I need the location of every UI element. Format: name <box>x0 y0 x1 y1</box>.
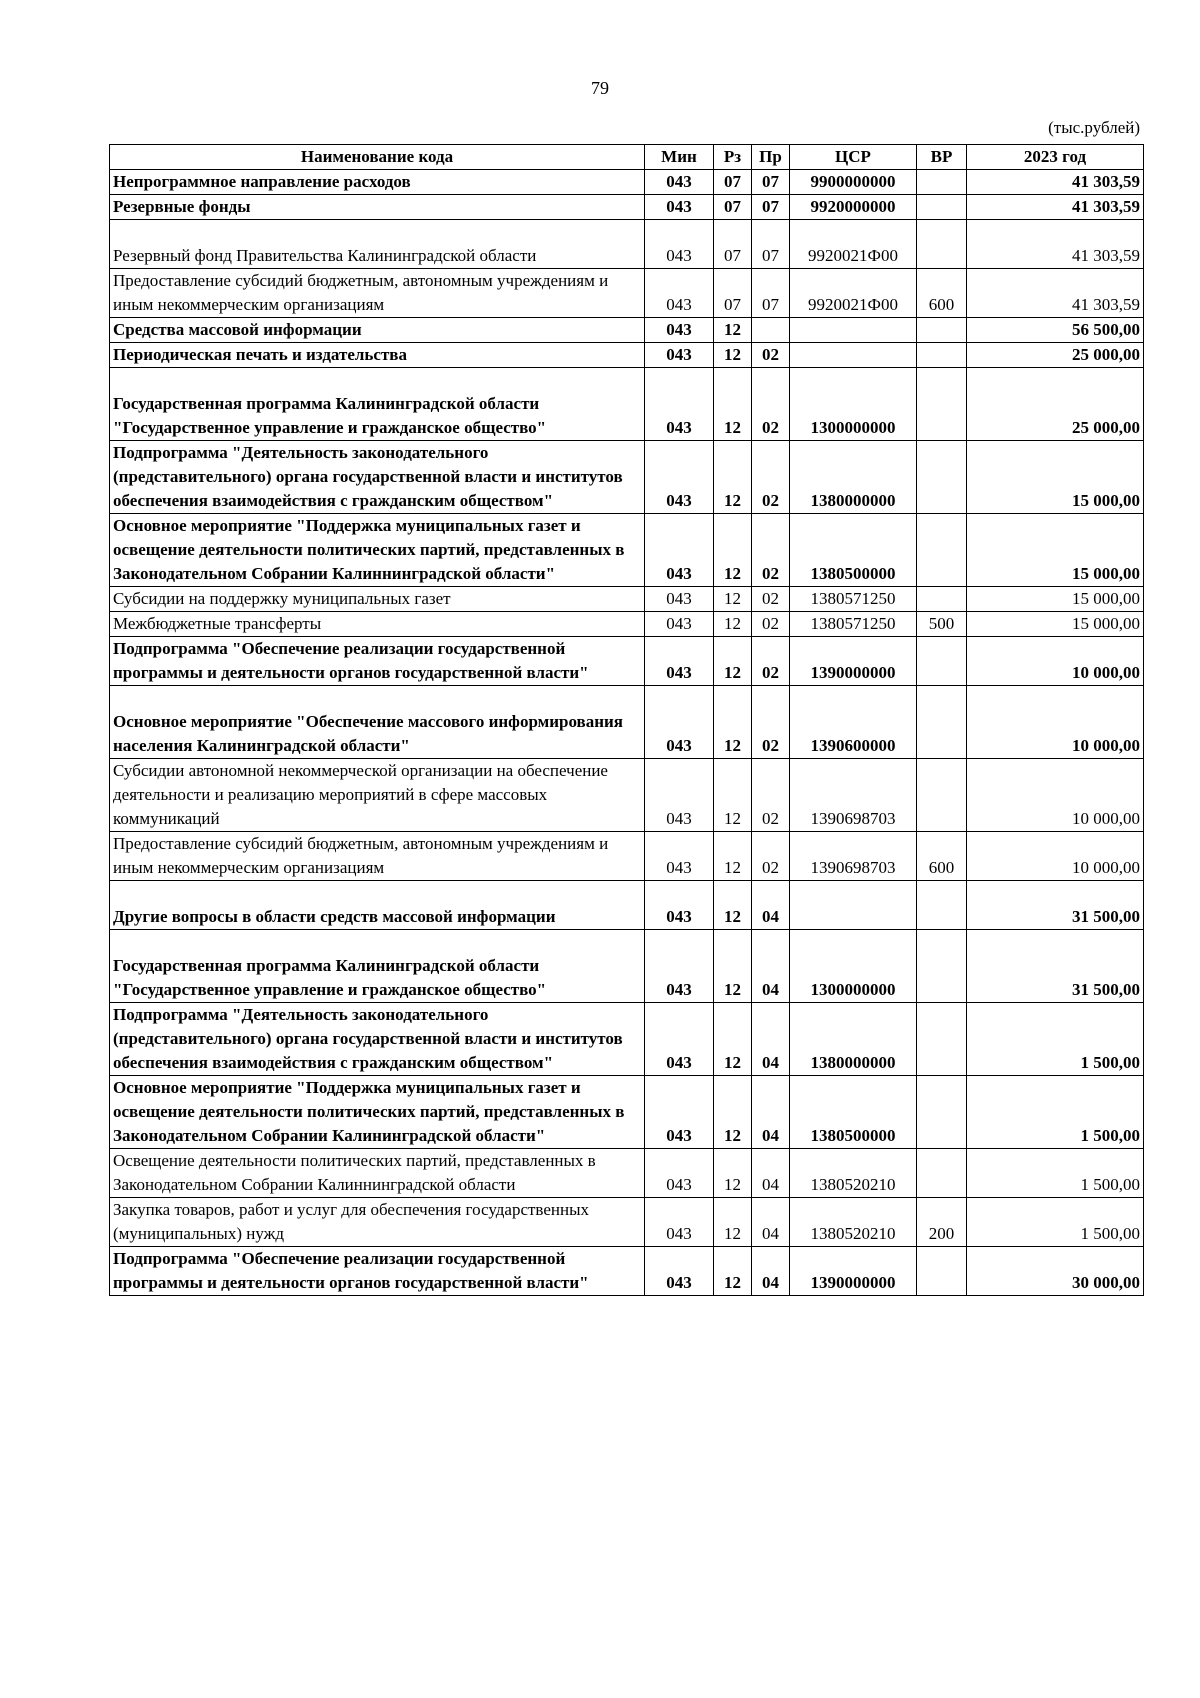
cell-csr: 1380500000 <box>790 514 917 587</box>
cell-rz: 12 <box>714 637 752 686</box>
cell-pr: 04 <box>752 1003 790 1076</box>
cell-pr <box>752 318 790 343</box>
table-row <box>110 832 1144 881</box>
cell-rz: 12 <box>714 1247 752 1296</box>
cell-amount: 31 500,00 <box>967 881 1144 930</box>
header-csr: ЦСР <box>790 145 917 170</box>
header-min: Мин <box>645 145 714 170</box>
cell-csr: 1380571250 <box>790 612 917 637</box>
cell-name: Подпрограмма "Деятельность законодательного (представительного) органа государственной власти и институтов обеспечения взаимодействия с гражданским обществом" <box>110 1003 645 1076</box>
cell-rz: 12 <box>714 514 752 587</box>
cell-csr: 1390698703 <box>790 832 917 881</box>
cell-amount: 25 000,00 <box>967 368 1144 441</box>
cell-min: 043 <box>645 612 714 637</box>
cell-pr: 04 <box>752 1076 790 1149</box>
cell-min: 043 <box>645 220 714 269</box>
table-row <box>110 612 1144 637</box>
cell-amount: 15 000,00 <box>967 514 1144 587</box>
cell-pr: 04 <box>752 1149 790 1198</box>
cell-min: 043 <box>645 1247 714 1296</box>
cell-csr: 1390000000 <box>790 637 917 686</box>
cell-pr: 07 <box>752 195 790 220</box>
cell-csr: 9920021Ф00 <box>790 220 917 269</box>
table-row <box>110 587 1144 612</box>
table-row <box>110 881 1144 930</box>
table-row <box>110 170 1144 195</box>
cell-csr: 9900000000 <box>790 170 917 195</box>
cell-min: 043 <box>645 930 714 1003</box>
cell-vr <box>917 637 967 686</box>
cell-rz: 07 <box>714 220 752 269</box>
table-row <box>110 318 1144 343</box>
cell-rz: 12 <box>714 1198 752 1247</box>
page-number: 79 <box>591 78 609 98</box>
cell-vr <box>917 368 967 441</box>
table-row <box>110 1003 1144 1076</box>
cell-amount: 25 000,00 <box>967 343 1144 368</box>
cell-pr: 02 <box>752 587 790 612</box>
cell-min: 043 <box>645 170 714 195</box>
cell-pr: 07 <box>752 220 790 269</box>
table-row <box>110 195 1144 220</box>
cell-amount: 10 000,00 <box>967 832 1144 881</box>
cell-name: Субсидии автономной некоммерческой организации на обеспечение деятельности и реализацию мероприятий в сфере массовых коммуникаций <box>110 759 645 832</box>
budget-table <box>109 144 1144 1296</box>
cell-min: 043 <box>645 1149 714 1198</box>
cell-csr <box>790 343 917 368</box>
cell-amount: 30 000,00 <box>967 1247 1144 1296</box>
table-row <box>110 269 1144 318</box>
cell-vr <box>917 220 967 269</box>
cell-pr: 02 <box>752 514 790 587</box>
cell-csr: 1390600000 <box>790 686 917 759</box>
cell-name: Освещение деятельности политических партий, представленных в Законодательном Собрании Калиннинградской области <box>110 1149 645 1198</box>
cell-name: Государственная программа Калининградской области "Государственное управление и гражданское общество" <box>110 368 645 441</box>
cell-rz: 12 <box>714 832 752 881</box>
cell-pr: 04 <box>752 1198 790 1247</box>
cell-pr: 07 <box>752 170 790 195</box>
header-pr: Пр <box>752 145 790 170</box>
cell-csr: 1380520210 <box>790 1198 917 1247</box>
cell-csr: 1380520210 <box>790 1149 917 1198</box>
cell-csr: 1380000000 <box>790 441 917 514</box>
cell-csr: 1300000000 <box>790 368 917 441</box>
cell-amount: 41 303,59 <box>967 195 1144 220</box>
cell-vr <box>917 1003 967 1076</box>
table-row <box>110 368 1144 441</box>
table-row <box>110 343 1144 368</box>
cell-rz: 12 <box>714 612 752 637</box>
cell-amount: 41 303,59 <box>967 269 1144 318</box>
cell-amount: 1 500,00 <box>967 1198 1144 1247</box>
cell-vr: 600 <box>917 832 967 881</box>
table-row <box>110 220 1144 269</box>
cell-name: Субсидии на поддержку муниципальных газет <box>110 587 645 612</box>
cell-vr <box>917 170 967 195</box>
header-vr: ВР <box>917 145 967 170</box>
cell-pr: 04 <box>752 881 790 930</box>
cell-min: 043 <box>645 343 714 368</box>
table-row <box>110 441 1144 514</box>
units-label: (тыс.рублей) <box>1048 118 1140 137</box>
cell-amount: 10 000,00 <box>967 686 1144 759</box>
cell-min: 043 <box>645 514 714 587</box>
cell-min: 043 <box>645 195 714 220</box>
cell-pr: 02 <box>752 343 790 368</box>
cell-min: 043 <box>645 1003 714 1076</box>
cell-csr <box>790 881 917 930</box>
cell-vr <box>917 587 967 612</box>
cell-name: Предоставление субсидий бюджетным, автономным учреждениям и иным некоммерческим организациям <box>110 269 645 318</box>
cell-rz: 07 <box>714 195 752 220</box>
header-amount: 2023 год <box>967 145 1144 170</box>
table-header-row <box>110 145 1144 170</box>
cell-vr: 600 <box>917 269 967 318</box>
cell-rz: 12 <box>714 1149 752 1198</box>
cell-min: 043 <box>645 441 714 514</box>
cell-vr <box>917 1149 967 1198</box>
cell-vr: 200 <box>917 1198 967 1247</box>
cell-amount: 31 500,00 <box>967 930 1144 1003</box>
cell-min: 043 <box>645 832 714 881</box>
cell-pr: 07 <box>752 269 790 318</box>
cell-rz: 12 <box>714 686 752 759</box>
header-rz: Рз <box>714 145 752 170</box>
table-row <box>110 514 1144 587</box>
cell-name: Основное мероприятие "Поддержка муниципальных газет и освещение деятельности политических партий, представленных в Законодательном Собрании Калининградской области" <box>110 1076 645 1149</box>
cell-amount: 10 000,00 <box>967 759 1144 832</box>
cell-rz: 12 <box>714 1076 752 1149</box>
cell-pr: 02 <box>752 441 790 514</box>
cell-rz: 07 <box>714 170 752 195</box>
cell-amount: 41 303,59 <box>967 170 1144 195</box>
cell-amount: 56 500,00 <box>967 318 1144 343</box>
cell-min: 043 <box>645 759 714 832</box>
cell-rz: 12 <box>714 318 752 343</box>
cell-name: Межбюджетные трансферты <box>110 612 645 637</box>
table-row <box>110 759 1144 832</box>
cell-rz: 12 <box>714 759 752 832</box>
cell-name: Средства массовой информации <box>110 318 645 343</box>
cell-rz: 07 <box>714 269 752 318</box>
cell-amount: 15 000,00 <box>967 441 1144 514</box>
cell-csr <box>790 318 917 343</box>
cell-name: Закупка товаров, работ и услуг для обеспечения государственных (муниципальных) нужд <box>110 1198 645 1247</box>
cell-name: Непрограммное направление расходов <box>110 170 645 195</box>
cell-amount: 41 303,59 <box>967 220 1144 269</box>
cell-csr: 1380571250 <box>790 587 917 612</box>
cell-vr <box>917 1247 967 1296</box>
cell-name: Предоставление субсидий бюджетным, автономным учреждениям и иным некоммерческим организациям <box>110 832 645 881</box>
cell-name: Основное мероприятие "Поддержка муниципальных газет и освещение деятельности политических партий, представленных в Законодательном Собрании Калиннинградской области" <box>110 514 645 587</box>
cell-rz: 12 <box>714 881 752 930</box>
cell-rz: 12 <box>714 930 752 1003</box>
cell-vr <box>917 318 967 343</box>
cell-name: Периодическая печать и издательства <box>110 343 645 368</box>
cell-vr <box>917 686 967 759</box>
cell-name: Государственная программа Калининградской области "Государственное управление и гражданское общество" <box>110 930 645 1003</box>
cell-min: 043 <box>645 269 714 318</box>
table-row <box>110 1198 1144 1247</box>
cell-amount: 1 500,00 <box>967 1003 1144 1076</box>
cell-rz: 12 <box>714 441 752 514</box>
cell-vr: 500 <box>917 612 967 637</box>
table-row <box>110 930 1144 1003</box>
cell-pr: 02 <box>752 686 790 759</box>
table-row <box>110 686 1144 759</box>
cell-csr: 1300000000 <box>790 930 917 1003</box>
cell-rz: 12 <box>714 368 752 441</box>
cell-name: Подпрограмма "Деятельность законодательного (представительного) органа государственной власти и институтов обеспечения взаимодействия с гражданским обществом" <box>110 441 645 514</box>
cell-pr: 02 <box>752 832 790 881</box>
cell-amount: 10 000,00 <box>967 637 1144 686</box>
cell-pr: 02 <box>752 759 790 832</box>
cell-pr: 04 <box>752 1247 790 1296</box>
cell-name: Основное мероприятие "Обеспечение массового информирования населения Калининградской области" <box>110 686 645 759</box>
table-row <box>110 637 1144 686</box>
table-row <box>110 1247 1144 1296</box>
cell-name: Другие вопросы в области средств массовой информации <box>110 881 645 930</box>
cell-vr <box>917 195 967 220</box>
cell-rz: 12 <box>714 587 752 612</box>
cell-pr: 02 <box>752 637 790 686</box>
cell-amount: 15 000,00 <box>967 587 1144 612</box>
cell-vr <box>917 759 967 832</box>
cell-min: 043 <box>645 637 714 686</box>
cell-vr <box>917 514 967 587</box>
cell-amount: 15 000,00 <box>967 612 1144 637</box>
cell-rz: 12 <box>714 1003 752 1076</box>
cell-vr <box>917 343 967 368</box>
cell-csr: 1390698703 <box>790 759 917 832</box>
cell-name: Резервные фонды <box>110 195 645 220</box>
cell-min: 043 <box>645 1076 714 1149</box>
cell-csr: 1380500000 <box>790 1076 917 1149</box>
cell-pr: 02 <box>752 612 790 637</box>
cell-min: 043 <box>645 368 714 441</box>
table-row <box>110 1149 1144 1198</box>
cell-amount: 1 500,00 <box>967 1149 1144 1198</box>
cell-amount: 1 500,00 <box>967 1076 1144 1149</box>
cell-min: 043 <box>645 686 714 759</box>
cell-min: 043 <box>645 587 714 612</box>
table-row <box>110 1076 1144 1149</box>
cell-vr <box>917 930 967 1003</box>
header-name: Наименование кода <box>110 145 645 170</box>
cell-name: Подпрограмма "Обеспечение реализации государственной программы и деятельности органов государственной власти" <box>110 1247 645 1296</box>
cell-pr: 02 <box>752 368 790 441</box>
cell-min: 043 <box>645 318 714 343</box>
cell-vr <box>917 1076 967 1149</box>
cell-csr: 1390000000 <box>790 1247 917 1296</box>
cell-csr: 9920000000 <box>790 195 917 220</box>
cell-name: Подпрограмма "Обеспечение реализации государственной программы и деятельности органов государственной власти" <box>110 637 645 686</box>
cell-min: 043 <box>645 1198 714 1247</box>
cell-csr: 1380000000 <box>790 1003 917 1076</box>
cell-csr: 9920021Ф00 <box>790 269 917 318</box>
cell-pr: 04 <box>752 930 790 1003</box>
cell-name: Резервный фонд Правительства Калининградской области <box>110 220 645 269</box>
cell-rz: 12 <box>714 343 752 368</box>
cell-min: 043 <box>645 881 714 930</box>
cell-vr <box>917 881 967 930</box>
cell-vr <box>917 441 967 514</box>
